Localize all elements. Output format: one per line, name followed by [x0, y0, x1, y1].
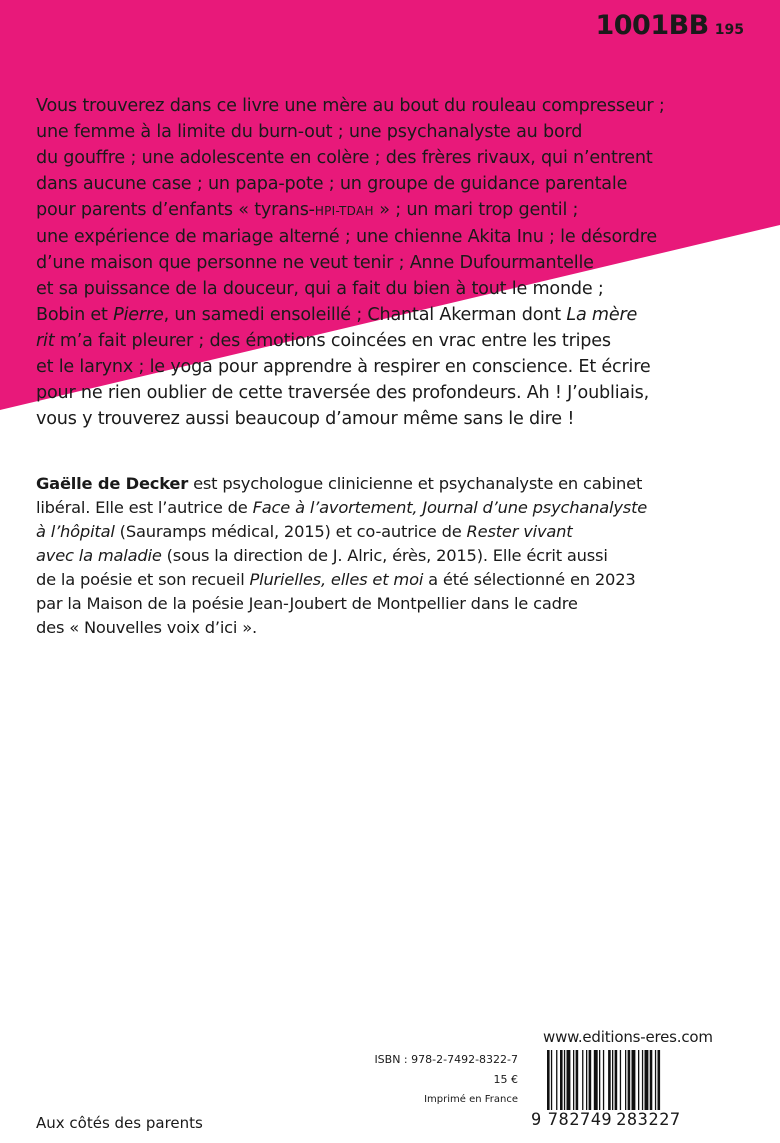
blurb-acronym: HPI-TDAH [314, 204, 374, 218]
blurb-line: vous y trouverez aussi beaucoup d’amour même sans le dire ! [36, 409, 575, 429]
barcode-right-digits: 283227 [616, 1110, 681, 1130]
collection-name: Aux côtés des parents [36, 1114, 203, 1132]
publisher-website[interactable]: www.editions-eres.com [543, 1028, 713, 1046]
price-text: 15 € [493, 1073, 518, 1086]
bio-line: avec la maladie (sous la direction de J. Alric, érès, 2015). Elle écrit aussi [36, 546, 608, 565]
blurb-line: pour parents d’enfants « tyrans-HPI-TDAH » ; un mari trop gentil ; [36, 200, 579, 220]
blurb-line: d’une maison que personne ne veut tenir ; Anne Dufourmantelle [36, 253, 594, 273]
blurb-line: rit m’a fait pleurer ; des émotions coincées en vrac entre les tripes [36, 331, 611, 351]
blurb-italic: La mère [566, 305, 638, 325]
blurb-line: Bobin et Pierre, un samedi ensoleillé ; Chantal Akerman dont La mère [36, 305, 638, 325]
blurb-line: et sa puissance de la douceur, qui a fait du bien à tout le monde ; [36, 279, 604, 299]
bio-line: libéral. Elle est l’autrice de Face à l’avortement, Journal d’une psychanalyste [36, 498, 648, 517]
bio-line: par la Maison de la poésie Jean-Joubert de Montpellier dans le cadre [36, 594, 578, 613]
barcode-lead-digit: 9 [531, 1110, 542, 1130]
author-bio [36, 472, 748, 640]
blurb-line: une femme à la limite du burn-out ; une psychanalyste au bord [36, 122, 583, 142]
bio-line: de la poésie et son recueil Plurielles, elles et moi a été sélectionné en 2023 [36, 570, 636, 589]
series-name: 1001BB [595, 10, 709, 41]
isbn-text: ISBN : 978-2-7492-8322-7 [374, 1053, 518, 1066]
book-title: à l’hôpital [36, 522, 115, 541]
barcode-digits [530, 1110, 682, 1130]
author-name: Gaëlle de Decker [36, 474, 189, 493]
blurb-line: et le larynx ; le yoga pour apprendre à respirer en conscience. Et écrire [36, 357, 651, 377]
book-title: avec la maladie [36, 546, 162, 565]
blurb-italic: Pierre [113, 305, 164, 325]
blurb-line: Vous trouverez dans ce livre une mère au bout du rouleau compresseur ; [36, 96, 665, 116]
barcode-left-digits: 782749 [547, 1110, 613, 1130]
printed-in-text: Imprimé en France [424, 1094, 518, 1105]
blurb-line: du gouffre ; une adolescente en colère ; des frères rivaux, qui n’entrent [36, 148, 653, 168]
bio-line: Gaëlle de Decker est psychologue clinicienne et psychanalyste en cabinet [36, 474, 643, 493]
series-logo [595, 10, 744, 41]
blurb-line: une expérience de mariage alterné ; une chienne Akita Inu ; le désordre [36, 227, 657, 247]
blurb-line: pour ne rien oublier de cette traversée des profondeurs. Ah ! J’oubliais, [36, 383, 650, 403]
blurb-line: dans aucune case ; un papa-pote ; un groupe de guidance parentale [36, 174, 628, 194]
book-title: Rester vivant [466, 522, 573, 541]
bio-line: à l’hôpital (Sauramps médical, 2015) et co-autrice de Rester vivant [36, 522, 573, 541]
book-title: Face à l’avortement, Journal d’une psychanalyste [252, 498, 648, 517]
back-cover-blurb [36, 93, 748, 432]
isbn-block [374, 1050, 518, 1110]
book-title: Plurielles, elles et moi [249, 570, 424, 589]
bio-line: des « Nouvelles voix d’ici ». [36, 618, 257, 637]
series-number: 195 [714, 22, 744, 38]
blurb-italic: rit [36, 331, 55, 351]
